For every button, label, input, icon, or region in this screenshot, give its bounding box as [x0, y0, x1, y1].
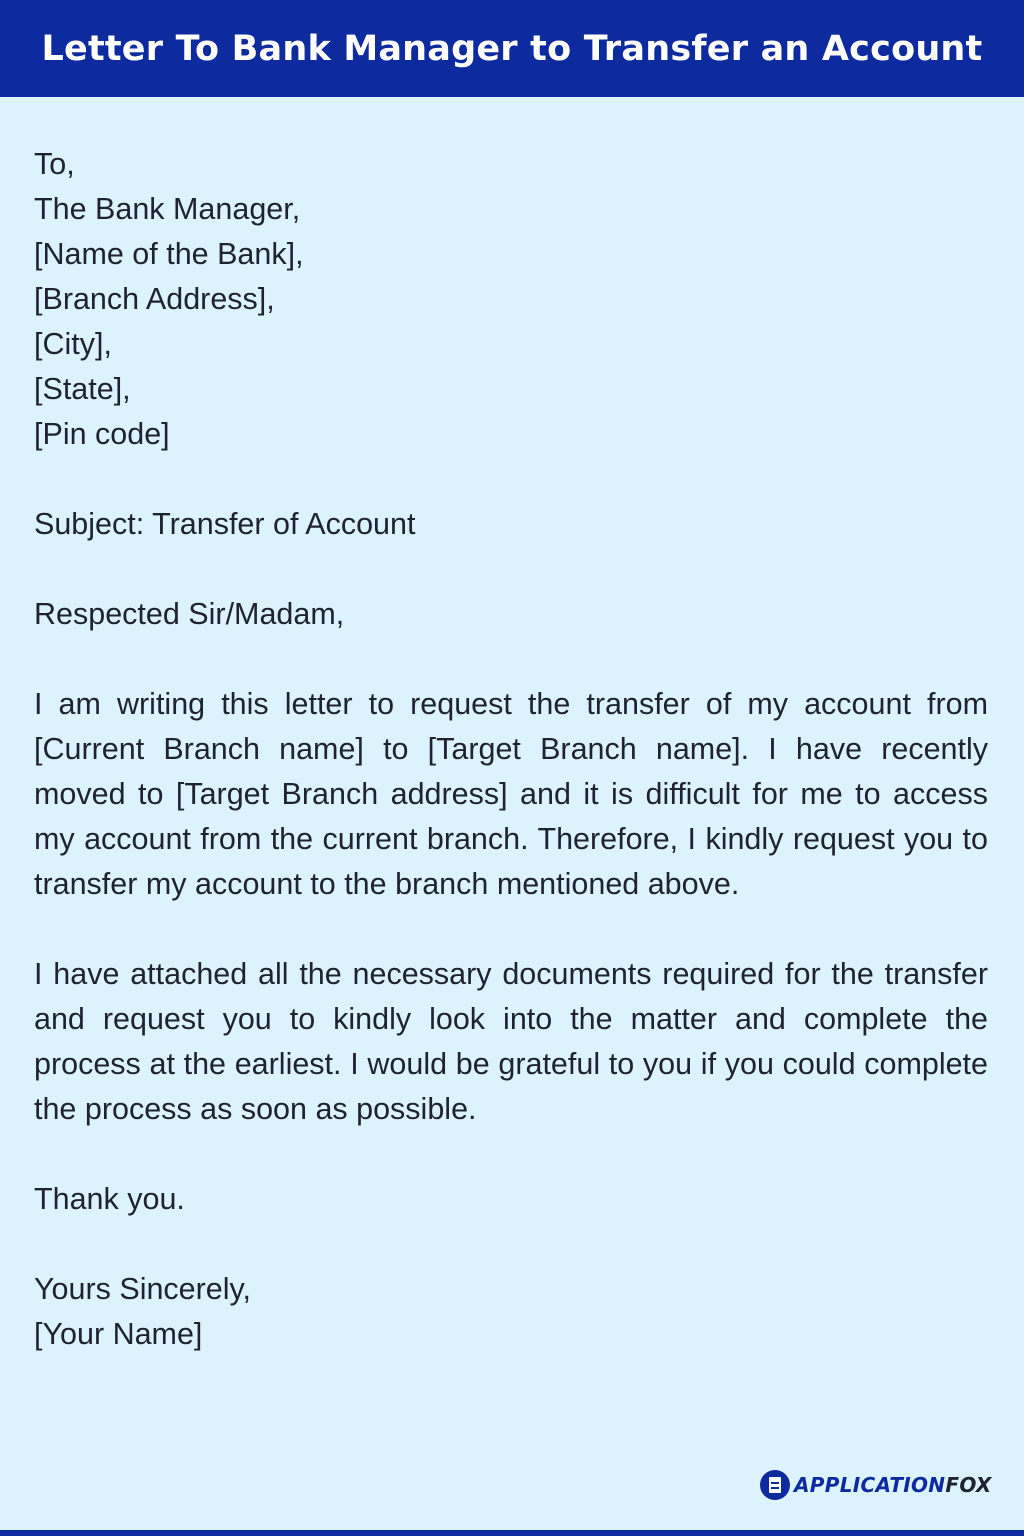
- page-header: [0, 0, 1024, 97]
- logo-text-fox: FOX: [945, 1473, 992, 1497]
- address-line-bank-name: [Name of the Bank],: [34, 237, 304, 271]
- spacer: [34, 907, 988, 952]
- applicationfox-logo: [760, 1469, 992, 1501]
- bottom-accent-bar: [0, 1530, 1024, 1536]
- address-line-branch-address: [Branch Address],: [34, 282, 275, 316]
- spacer: [34, 457, 988, 502]
- letter-salutation: Respected Sir/Madam,: [34, 597, 345, 631]
- page-title: Letter To Bank Manager to Transfer an Account: [41, 28, 983, 69]
- letter-body: [34, 142, 988, 1357]
- letter-paragraph-documents: I have attached all the necessary documents required for the transfer and request you to kindly look into the matter and complete the process at the earliest. I would be grateful to you if you could complete the process as soon as possible.: [34, 957, 988, 1126]
- logo-text-application: APPLICATION: [794, 1473, 946, 1497]
- spacer: [34, 1132, 988, 1177]
- address-line-recipient: The Bank Manager,: [34, 192, 301, 226]
- address-line-city: [City],: [34, 327, 112, 361]
- letter-paragraph-request: I am writing this letter to request the transfer of my account from [Current Branch name] to [Target Branch name]. I have recently moved to [Target Branch address] and it is difficult for me to access my account from the current branch. Therefore, I kindly request you to transfer my account to the branch mentioned above.: [34, 687, 988, 901]
- logo-wordmark: [794, 1473, 992, 1497]
- address-line-pin-code: [Pin code]: [34, 417, 170, 451]
- spacer: [34, 637, 988, 682]
- address-line-to: To,: [34, 147, 75, 181]
- letter-signature: [Your Name]: [34, 1317, 203, 1351]
- spacer: [34, 547, 988, 592]
- address-line-state: [State],: [34, 372, 131, 406]
- spacer: [34, 1222, 988, 1267]
- letter-subject: Subject: Transfer of Account: [34, 507, 416, 541]
- document-icon: [760, 1470, 790, 1500]
- letter-thanks: Thank you.: [34, 1182, 185, 1216]
- letter-closing: Yours Sincerely,: [34, 1272, 251, 1306]
